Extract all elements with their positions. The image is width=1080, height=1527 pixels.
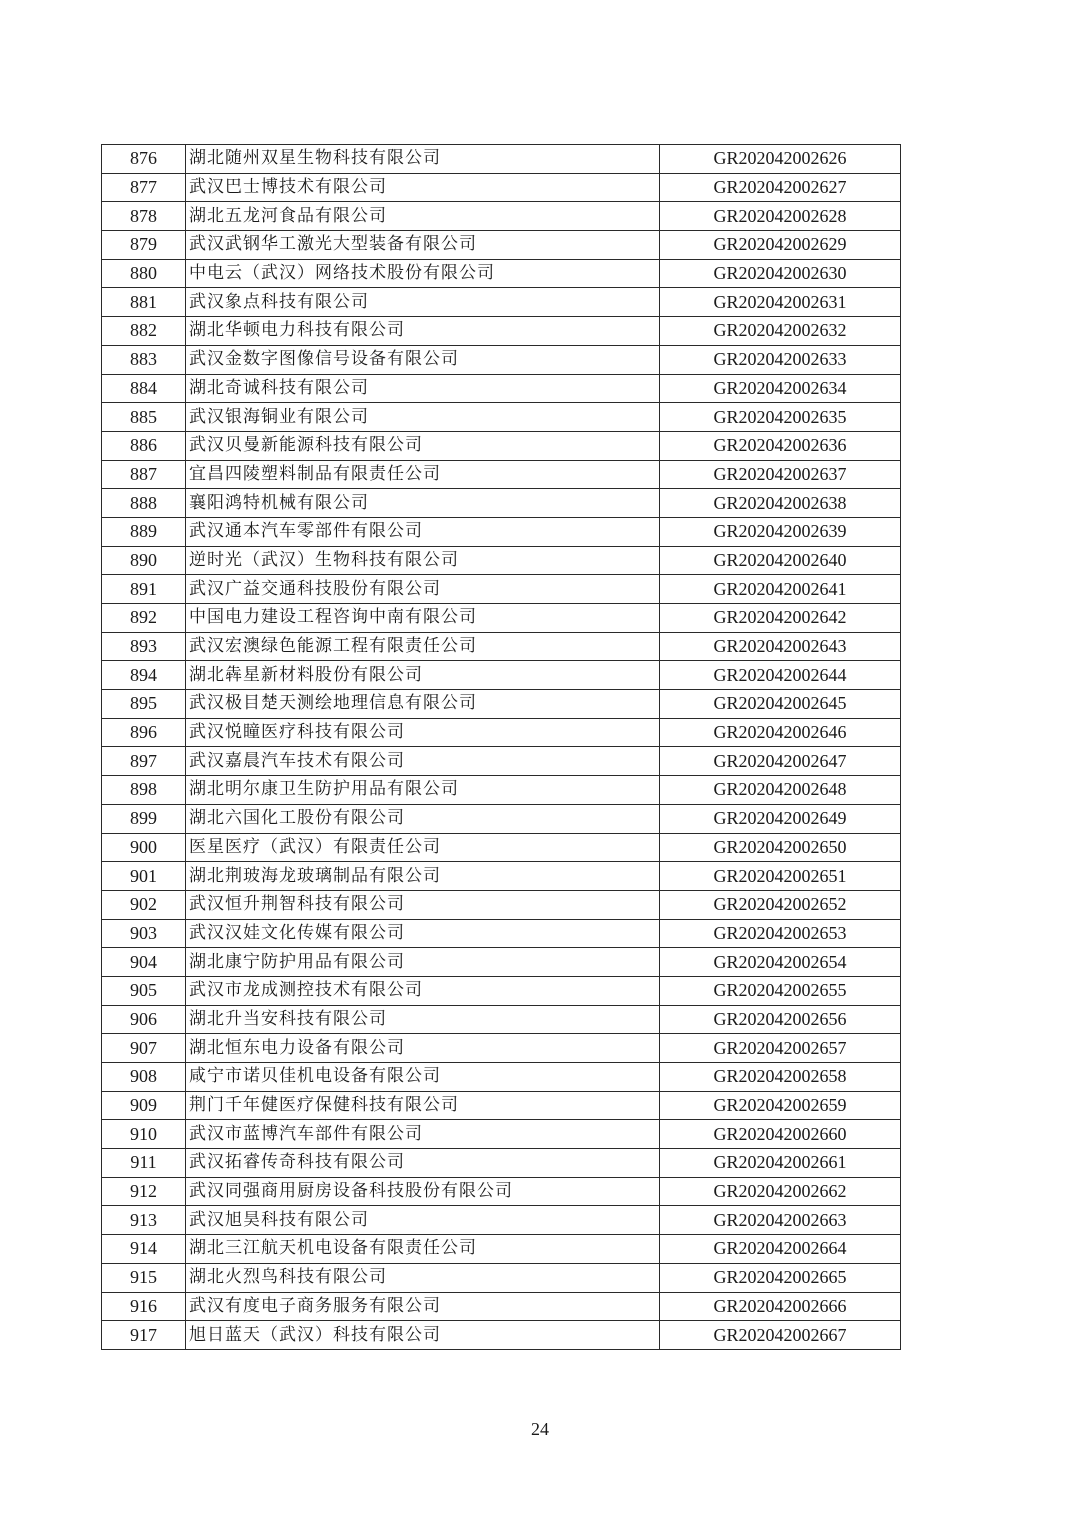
company-name-cell: 湖北荆玻海龙玻璃制品有限公司 <box>186 862 660 891</box>
table-row <box>102 1177 901 1206</box>
row-number-cell: 898 <box>102 776 186 805</box>
company-name-cell: 旭日蓝天（武汉）科技有限公司 <box>186 1321 660 1350</box>
certificate-code-cell: GR202042002658 <box>660 1063 901 1092</box>
certificate-code-cell: GR202042002637 <box>660 460 901 489</box>
row-number-cell: 903 <box>102 919 186 948</box>
company-name-cell: 荆门千年健医疗保健科技有限公司 <box>186 1091 660 1120</box>
certificate-code-cell: GR202042002656 <box>660 1005 901 1034</box>
table-row <box>102 517 901 546</box>
row-number-cell: 880 <box>102 259 186 288</box>
table-row <box>102 1235 901 1264</box>
table-row <box>102 833 901 862</box>
row-number-cell: 894 <box>102 661 186 690</box>
company-name-cell: 武汉有度电子商务服务有限公司 <box>186 1292 660 1321</box>
company-name-cell: 武汉恒升荆智科技有限公司 <box>186 890 660 919</box>
table-row <box>102 1149 901 1178</box>
company-name-cell: 武汉拓睿传奇科技有限公司 <box>186 1149 660 1178</box>
company-name-cell: 武汉象点科技有限公司 <box>186 288 660 317</box>
certificate-code-cell: GR202042002663 <box>660 1206 901 1235</box>
row-number-cell: 915 <box>102 1263 186 1292</box>
certificate-code-cell: GR202042002665 <box>660 1263 901 1292</box>
row-number-cell: 917 <box>102 1321 186 1350</box>
certificate-code-cell: GR202042002657 <box>660 1034 901 1063</box>
company-name-cell: 武汉通本汽车零部件有限公司 <box>186 517 660 546</box>
company-name-cell: 武汉市龙成测控技术有限公司 <box>186 976 660 1005</box>
table-row <box>102 460 901 489</box>
company-name-cell: 武汉武钢华工激光大型装备有限公司 <box>186 231 660 260</box>
row-number-cell: 912 <box>102 1177 186 1206</box>
company-name-cell: 襄阳鸿特机械有限公司 <box>186 489 660 518</box>
certificate-code-cell: GR202042002631 <box>660 288 901 317</box>
certificate-code-cell: GR202042002666 <box>660 1292 901 1321</box>
company-name-cell: 武汉汉娃文化传媒有限公司 <box>186 919 660 948</box>
row-number-cell: 907 <box>102 1034 186 1063</box>
table-row <box>102 604 901 633</box>
certificate-code-cell: GR202042002627 <box>660 173 901 202</box>
table-row <box>102 145 901 174</box>
company-name-cell: 湖北明尔康卫生防护用品有限公司 <box>186 776 660 805</box>
company-name-cell: 中电云（武汉）网络技术股份有限公司 <box>186 259 660 288</box>
table-row <box>102 661 901 690</box>
table-row <box>102 948 901 977</box>
company-name-cell: 武汉银海铜业有限公司 <box>186 403 660 432</box>
company-name-cell: 武汉市蓝博汽车部件有限公司 <box>186 1120 660 1149</box>
row-number-cell: 913 <box>102 1206 186 1235</box>
company-name-cell: 武汉贝曼新能源科技有限公司 <box>186 431 660 460</box>
certificate-code-cell: GR202042002645 <box>660 690 901 719</box>
certificate-code-cell: GR202042002651 <box>660 862 901 891</box>
table-row <box>102 776 901 805</box>
certificate-code-cell: GR202042002642 <box>660 604 901 633</box>
table-row <box>102 345 901 374</box>
table-row <box>102 1292 901 1321</box>
certificate-code-cell: GR202042002641 <box>660 575 901 604</box>
table-row <box>102 747 901 776</box>
row-number-cell: 889 <box>102 517 186 546</box>
row-number-cell: 905 <box>102 976 186 1005</box>
row-number-cell: 897 <box>102 747 186 776</box>
table-row <box>102 1206 901 1235</box>
table-row <box>102 1091 901 1120</box>
row-number-cell: 886 <box>102 431 186 460</box>
row-number-cell: 878 <box>102 202 186 231</box>
row-number-cell: 887 <box>102 460 186 489</box>
table-row <box>102 890 901 919</box>
company-name-cell: 咸宁市诺贝佳机电设备有限公司 <box>186 1063 660 1092</box>
table-row <box>102 690 901 719</box>
certificate-code-cell: GR202042002649 <box>660 804 901 833</box>
company-name-cell: 逆时光（武汉）生物科技有限公司 <box>186 546 660 575</box>
row-number-cell: 906 <box>102 1005 186 1034</box>
table-row <box>102 862 901 891</box>
company-name-cell: 武汉嘉晨汽车技术有限公司 <box>186 747 660 776</box>
certificate-code-cell: GR202042002634 <box>660 374 901 403</box>
company-name-cell: 中国电力建设工程咨询中南有限公司 <box>186 604 660 633</box>
table-row <box>102 403 901 432</box>
certificate-code-cell: GR202042002644 <box>660 661 901 690</box>
company-name-cell: 武汉宏澳绿色能源工程有限责任公司 <box>186 632 660 661</box>
certificate-code-cell: GR202042002659 <box>660 1091 901 1120</box>
table-row <box>102 1063 901 1092</box>
page-number: 24 <box>531 1419 549 1439</box>
row-number-cell: 884 <box>102 374 186 403</box>
company-name-cell: 湖北三江航天机电设备有限责任公司 <box>186 1235 660 1264</box>
row-number-cell: 888 <box>102 489 186 518</box>
row-number-cell: 877 <box>102 173 186 202</box>
table-row <box>102 202 901 231</box>
row-number-cell: 916 <box>102 1292 186 1321</box>
table-row <box>102 575 901 604</box>
table-body <box>102 145 901 1350</box>
table-row <box>102 1034 901 1063</box>
certificate-code-cell: GR202042002626 <box>660 145 901 174</box>
certificate-code-cell: GR202042002650 <box>660 833 901 862</box>
certificate-code-cell: GR202042002638 <box>660 489 901 518</box>
row-number-cell: 883 <box>102 345 186 374</box>
company-name-cell: 湖北奇诚科技有限公司 <box>186 374 660 403</box>
certificate-code-cell: GR202042002633 <box>660 345 901 374</box>
company-name-cell: 湖北五龙河食品有限公司 <box>186 202 660 231</box>
table-row <box>102 804 901 833</box>
row-number-cell: 890 <box>102 546 186 575</box>
row-number-cell: 911 <box>102 1149 186 1178</box>
company-name-cell: 湖北随州双星生物科技有限公司 <box>186 145 660 174</box>
company-name-cell: 武汉悦瞳医疗科技有限公司 <box>186 718 660 747</box>
row-number-cell: 893 <box>102 632 186 661</box>
company-name-cell: 湖北升当安科技有限公司 <box>186 1005 660 1034</box>
row-number-cell: 896 <box>102 718 186 747</box>
row-number-cell: 902 <box>102 890 186 919</box>
row-number-cell: 882 <box>102 317 186 346</box>
certificate-code-cell: GR202042002629 <box>660 231 901 260</box>
table-row <box>102 173 901 202</box>
row-number-cell: 879 <box>102 231 186 260</box>
table-row <box>102 1005 901 1034</box>
table-row <box>102 919 901 948</box>
certificate-code-cell: GR202042002630 <box>660 259 901 288</box>
certificate-code-cell: GR202042002643 <box>660 632 901 661</box>
certificate-code-cell: GR202042002647 <box>660 747 901 776</box>
company-name-cell: 宜昌四陵塑料制品有限责任公司 <box>186 460 660 489</box>
company-name-cell: 湖北火烈鸟科技有限公司 <box>186 1263 660 1292</box>
row-number-cell: 909 <box>102 1091 186 1120</box>
certificate-code-cell: GR202042002661 <box>660 1149 901 1178</box>
certificate-code-cell: GR202042002639 <box>660 517 901 546</box>
certificate-code-cell: GR202042002648 <box>660 776 901 805</box>
certificate-code-cell: GR202042002667 <box>660 1321 901 1350</box>
company-name-cell: 湖北犇星新材料股份有限公司 <box>186 661 660 690</box>
company-name-cell: 武汉金数字图像信号设备有限公司 <box>186 345 660 374</box>
company-table <box>101 144 901 1350</box>
certificate-code-cell: GR202042002655 <box>660 976 901 1005</box>
certificate-code-cell: GR202042002654 <box>660 948 901 977</box>
company-name-cell: 湖北恒东电力设备有限公司 <box>186 1034 660 1063</box>
table-row <box>102 718 901 747</box>
row-number-cell: 910 <box>102 1120 186 1149</box>
table-row <box>102 632 901 661</box>
table-row <box>102 1120 901 1149</box>
company-name-cell: 武汉旭昊科技有限公司 <box>186 1206 660 1235</box>
company-name-cell: 武汉同强商用厨房设备科技股份有限公司 <box>186 1177 660 1206</box>
row-number-cell: 900 <box>102 833 186 862</box>
row-number-cell: 892 <box>102 604 186 633</box>
row-number-cell: 901 <box>102 862 186 891</box>
row-number-cell: 876 <box>102 145 186 174</box>
company-name-cell: 湖北康宁防护用品有限公司 <box>186 948 660 977</box>
company-name-cell: 武汉广益交通科技股份有限公司 <box>186 575 660 604</box>
company-name-cell: 湖北六国化工股份有限公司 <box>186 804 660 833</box>
certificate-code-cell: GR202042002662 <box>660 1177 901 1206</box>
table-row <box>102 431 901 460</box>
row-number-cell: 904 <box>102 948 186 977</box>
table-row <box>102 976 901 1005</box>
table-row <box>102 489 901 518</box>
table-row <box>102 317 901 346</box>
certificate-code-cell: GR202042002660 <box>660 1120 901 1149</box>
company-name-cell: 武汉极目楚天测绘地理信息有限公司 <box>186 690 660 719</box>
row-number-cell: 891 <box>102 575 186 604</box>
company-name-cell: 医星医疗（武汉）有限责任公司 <box>186 833 660 862</box>
table-row <box>102 259 901 288</box>
certificate-code-cell: GR202042002628 <box>660 202 901 231</box>
table-row <box>102 1321 901 1350</box>
certificate-code-cell: GR202042002636 <box>660 431 901 460</box>
certificate-code-cell: GR202042002632 <box>660 317 901 346</box>
row-number-cell: 899 <box>102 804 186 833</box>
table-row <box>102 374 901 403</box>
row-number-cell: 885 <box>102 403 186 432</box>
table-row <box>102 546 901 575</box>
row-number-cell: 895 <box>102 690 186 719</box>
row-number-cell: 908 <box>102 1063 186 1092</box>
row-number-cell: 881 <box>102 288 186 317</box>
row-number-cell: 914 <box>102 1235 186 1264</box>
certificate-code-cell: GR202042002646 <box>660 718 901 747</box>
certificate-code-cell: GR202042002640 <box>660 546 901 575</box>
table-row <box>102 288 901 317</box>
table-row <box>102 1263 901 1292</box>
company-name-cell: 湖北华顿电力科技有限公司 <box>186 317 660 346</box>
company-name-cell: 武汉巴士博技术有限公司 <box>186 173 660 202</box>
certificate-code-cell: GR202042002652 <box>660 890 901 919</box>
certificate-code-cell: GR202042002635 <box>660 403 901 432</box>
certificate-code-cell: GR202042002653 <box>660 919 901 948</box>
certificate-code-cell: GR202042002664 <box>660 1235 901 1264</box>
table-row <box>102 231 901 260</box>
